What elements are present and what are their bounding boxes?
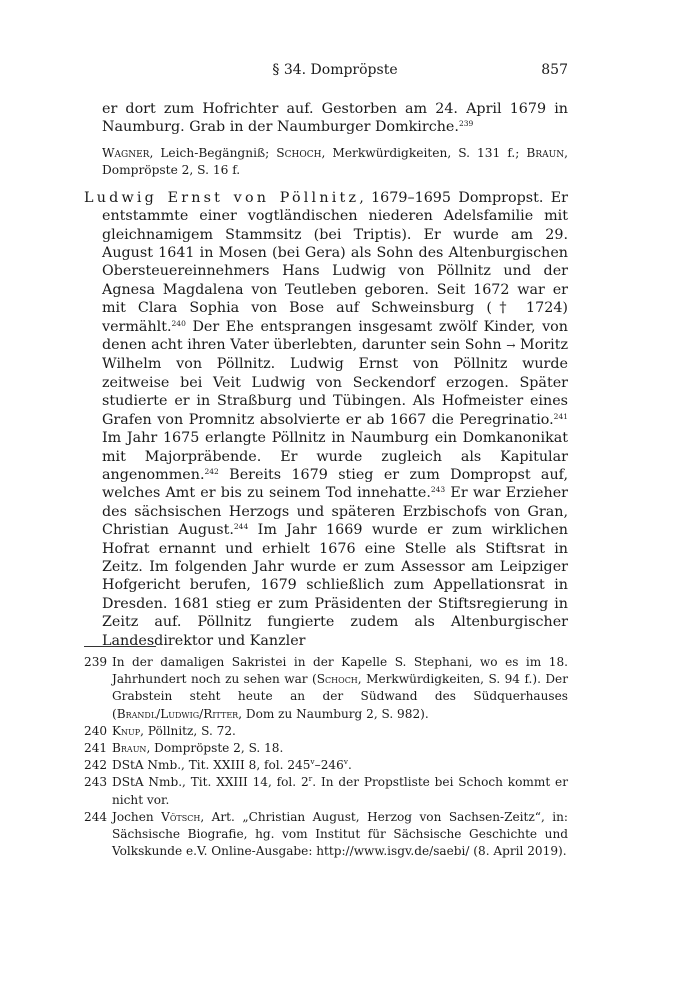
footnote-author: Brandl/Ludwig/Ritter [116, 706, 239, 721]
footnote-number: 242 [84, 758, 108, 773]
entry-text: Er war Erzieher des sächsischen Herzogs und späteren Erzbischofs von Gran, Christian August. [102, 485, 568, 539]
footnote-segment: . In der Propstliste bei Schoch kommt er nicht vor. [112, 775, 568, 807]
footnote-segment: , Dompröpste 2, S. 18. [146, 741, 284, 756]
folio-side: v [343, 757, 349, 767]
footnote-segment: –246 [314, 758, 344, 773]
cross-reference-arrow-icon: → [506, 339, 516, 353]
footnote-author: Braun [112, 741, 147, 756]
footnote-text [112, 809, 568, 861]
main-text [84, 100, 568, 650]
footnote-segment: DStA Nmb., Tit. XXIII 8, fol. 245 [112, 758, 311, 773]
footnote [84, 774, 568, 808]
source-title: , Merkwürdigkeiten, S. 131 f.; [321, 145, 527, 160]
entry-text: Im Jahr 1675 erlangte Pöllnitz in Naumburg ein Domkanonikat mit Majorpräbende. Er wurde zugleich als Kapitular angenommen. [102, 430, 568, 483]
entry-text: , 1679–1695 Dompropst. Er entstammte einer vogtländischen niederen Adelsfamilie mit gleichnamigem Stammsitz (bei Triptis). Er wurde am 29. August 1641 in Mosen (bei Gera) als Sohn des Altenburgischen Obersteuereinnehmers Hans Ludwig von Pöllnitz und der Agnesa Magdalena von Teutleben geboren. Seit 1672 war er mit Clara Sophia von Bose auf Schweinsburg († 1724) vermählt. [102, 189, 568, 335]
footnote-author: Knup [112, 723, 141, 738]
continuation-paragraph [84, 100, 568, 137]
footnote-number: 239 [84, 655, 108, 669]
entry-text: Bereits 1679 stieg er zum Dompropst auf, welches Amt er bis zu seinem Tod innehatte. [102, 466, 568, 502]
footnote-segment: , Pöllnitz, S. 72. [140, 723, 236, 738]
footnote-segment: DStA Nmb., Tit. XXIII 14, fol. 2 [112, 775, 309, 790]
footnote-number: 241 [84, 741, 108, 756]
footnote [84, 757, 568, 774]
footnote-author: Vötsch [161, 809, 201, 824]
footnote-ref: 243 [430, 485, 446, 495]
source-author: Wagner [102, 145, 150, 160]
footnote-author: Schoch [316, 672, 358, 687]
folio-side: v [310, 757, 315, 767]
footnote [84, 740, 568, 757]
source-author: Schoch [276, 145, 322, 160]
footnotes [84, 654, 568, 860]
footnote-segment: Jochen [112, 809, 162, 824]
footnote-text [112, 757, 568, 774]
footnote-ref: 239 [458, 119, 474, 129]
biography-entry [84, 189, 568, 650]
entry-text: Der Ehe entsprangen insgesamt zwölf Kinder, von denen acht ihren Vater überlebten, darunter sein Sohn [102, 318, 568, 354]
continuation-text: er dort zum Hofrichter auf. Gestorben am 24. April 1679 in Naumburg. Grab in der Naumburger Domkirche. [102, 101, 568, 136]
footnote-ref: 242 [204, 466, 219, 476]
entry-text: Moritz Wilhelm von Pöllnitz. Ludwig Ernst von Pöllnitz wurde zeitweise bei Veit Ludwig von Seckendorf erzogen. Später studierte er in Straßburg und Tübingen. Als Hofmeister eines Grafen von Promnitz absolvierte er ab 1667 die Peregrinatio. [102, 337, 568, 428]
footnote [84, 723, 568, 740]
footnote-segment: , Dom zu Naumburg 2, S. 982). [238, 706, 429, 721]
entry-text: Im Jahr 1669 wurde er zum wirklichen Hofrat ernannt und erhielt 1676 eine Stelle als Stiftsrat in Zeitz. Im folgenden Jahr wurde er zum Assessor am Leipziger Hofgericht berufen, 1679 schließlich zum Appellationsrat in Dresden. 1681 stieg er zum Präsidenten der Stiftsregierung in Zeitz auf. Pöllnitz fungierte zudem als Altenburgischer Landesdirektor und Kanzler [102, 522, 568, 649]
footnote-text [112, 740, 568, 757]
footnote-number: 240 [84, 723, 108, 738]
footnote-number: 243 [84, 775, 108, 790]
footnote-segment: In der damaligen Sakristei in der Kapelle S. Stephani, wo es im 18. Jahrhundert noch zu sehen war ( [112, 655, 568, 687]
footnote-segment: , Art. „Christian August, Herzog von Sachsen-Zeitz“, in: Sächsische Biografie, hg. vom Institut für Sächsische Geschichte und Volkskunde e.V. Online-Ausgabe: http://www.isgv.de/saebi/ (8. April 2019). [112, 809, 568, 859]
source-author: Braun [526, 145, 565, 160]
footnote [84, 654, 568, 723]
page-number: 857 [541, 62, 568, 78]
footnote [84, 809, 568, 861]
page-header [102, 62, 568, 82]
footnote-segment: , Merkwürdigkeiten, S. 94 f.). Der Grabstein steht heute an der Südwand des Südquerhauses ( [112, 672, 568, 721]
footnote-ref: 240 [171, 318, 186, 328]
source-title: , Dompröpste 2, S. 16 f. [102, 145, 568, 177]
footnote-text [112, 774, 568, 808]
footnote-ref: 241 [553, 411, 568, 421]
footnote-segment: . [348, 758, 352, 773]
source-title: , Leich-Begängniß; [149, 145, 277, 160]
footnote-divider [84, 646, 156, 647]
footnote-ref: 244 [233, 522, 249, 532]
footnote-text [112, 723, 568, 740]
source-references [84, 145, 568, 179]
folio-side: r [308, 774, 313, 784]
running-title: § 34. Dompröpste [272, 62, 398, 78]
footnote-number: 244 [84, 809, 108, 824]
person-name: Ludwig Ernst von Pöllnitz [84, 189, 360, 206]
footnote-text [112, 654, 568, 723]
